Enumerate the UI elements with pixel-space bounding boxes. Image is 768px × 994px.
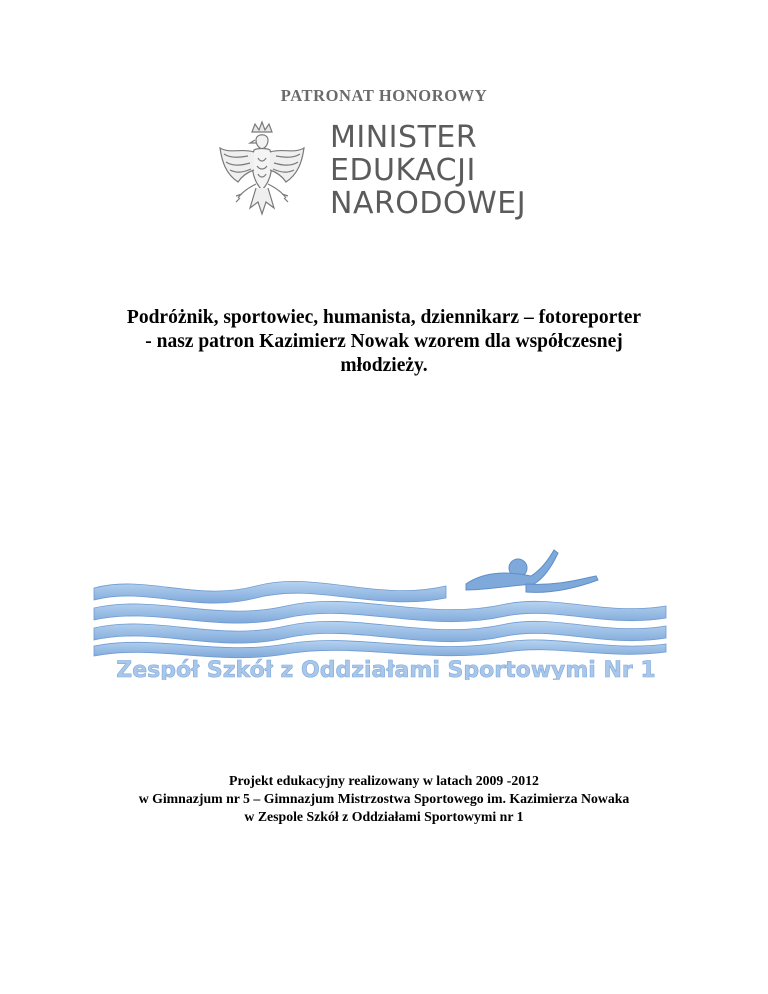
footer-line-2: w Gimnazjum nr 5 – Gimnazjum Mistrzostwa Sportowego im. Kazimierza Nowaka xyxy=(138,791,630,806)
title-line-3: młodzieży. xyxy=(340,355,428,376)
project-info xyxy=(40,772,728,826)
swimmer-icon xyxy=(466,550,598,592)
patronat-heading: PATRONAT HONOROWY xyxy=(280,86,488,105)
ministry-line-3: NARODOWEJ xyxy=(330,186,527,221)
ministry-name xyxy=(330,121,526,220)
title-line-2: - nasz patron Kazimierz Nowak wzorem dla współczesnej xyxy=(145,331,623,352)
footer-line-3: w Zespole Szkół z Oddziałami Sportowymi nr 1 xyxy=(244,809,524,824)
school-logo xyxy=(86,540,686,680)
ministry-line-2: EDUKACJI xyxy=(330,153,476,188)
footer-line-1: Projekt edukacyjny realizowany w latach 2009 -2012 xyxy=(229,773,539,788)
ministry-line-1: MINISTER xyxy=(330,120,478,155)
polish-eagle-emblem xyxy=(212,118,312,228)
document-title xyxy=(80,306,688,378)
school-logo-text: Zespół Szkół z Oddziałami Sportowymi Nr 1 xyxy=(116,658,656,680)
title-line-1: Podróżnik, sportowiec, humanista, dziennikarz – fotoreporter xyxy=(126,307,642,328)
